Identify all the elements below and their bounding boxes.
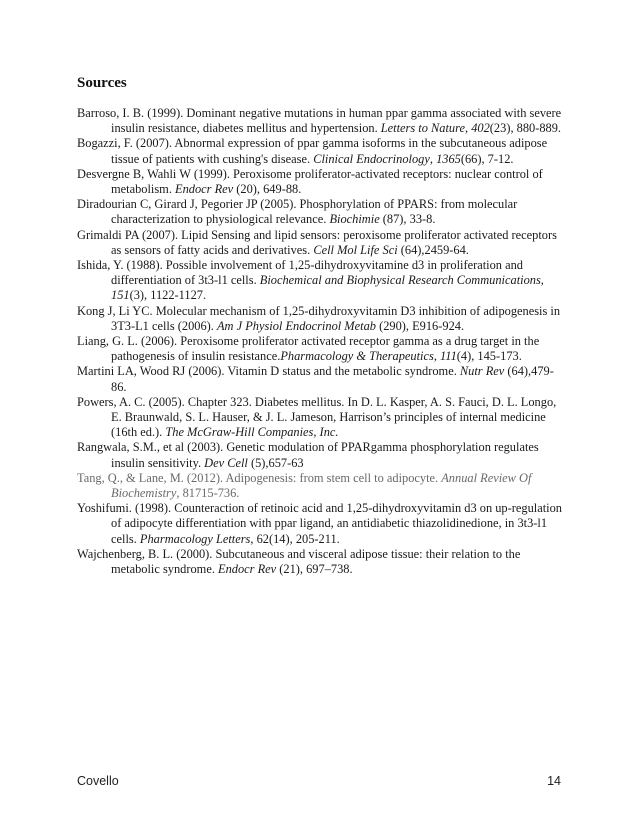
- reference-entry: Barroso, I. B. (1999). Dominant negative mutations in human ppar gamma associated with severe insulin resistance, diabetes mellitus and hypertension. Letters to Nature, 402(23), 880-889.: [77, 106, 562, 136]
- reference-entry: Liang, G. L. (2006). Peroxisome proliferator activated receptor gamma as a drug target in the pathogenesis of insulin resistance.Pharmacology & Therapeutics, 111(4), 145-173.: [77, 334, 540, 364]
- reference-entry: Desvergne B, Wahli W (1999). Peroxisome proliferator-activated receptors: nuclear control of metabolism. Endocr Rev (20), 649-88.: [77, 166, 543, 197]
- reference-entry: Rangwala, S.M., et al (2003). Genetic modulation of PPARgamma phosphorylation regulates insulin sensitivity. Dev Cell (5),657-63: [77, 440, 539, 470]
- reference-entry: Diradourian C, Girard J, Pegorier JP (2005). Phosphorylation of PPARS: from molecular characterization to physiological relevance. Biochimie (87), 33-8.: [77, 197, 518, 227]
- reference-entry: Tang, Q., & Lane, M. (2012). Adipogenesis: from stem cell to adipocyte. Annual Review Of Biochemistry, 81715-736.: [77, 470, 532, 501]
- footer-author: Covello: [77, 774, 119, 788]
- reference-entry: Martini LA, Wood RJ (2006). Vitamin D status and the metabolic syndrome. Nutr Rev (64),479-86.: [77, 364, 554, 394]
- reference-entry: Ishida, Y. (1988). Possible involvement of 1,25-dihydroxyvitamine d3 in proliferation and differentiation of 3t3-l1 cells. Biochemical and Biophysical Research Communications, 151(3), 1122-1127.: [77, 258, 544, 303]
- reference-entry: Yoshifumi. (1998). Counteraction of retinoic acid and 1,25-dihydroxyvitamin d3 on up-regulation of adipocyte differentiation with ppar ligand, an antidiabetic thiazolidinedione, in 3t3-l1 cells. Pharmacology Letters, 62(14), 205-211.: [77, 501, 562, 546]
- reference-entry: Powers, A. C. (2005). Chapter 323. Diabetes mellitus. In D. L. Kasper, A. S. Fauci, D. L. Longo, E. Braunwald, S. L. Hauser, & J. L. Jameson, Harrison’s principles of internal medicine (16th ed.). The McGraw-Hill Companies, Inc.: [77, 394, 557, 440]
- reference-entry: Bogazzi, F. (2007). Abnormal expression of ppar gamma isoforms in the subcutaneous adipose tissue of patients with cushing's disease. Clinical Endocrinology, 1365(66), 7-12.: [77, 136, 548, 166]
- reference-entry: Grimaldi PA (2007). Lipid Sensing and lipid sensors: peroxisome proliferator activated receptors as sensors of fatty acids and derivatives. Cell Mol Life Sci (64),2459-64.: [77, 227, 557, 257]
- reference-list: [77, 106, 569, 577]
- sources-heading: Sources: [77, 75, 127, 91]
- reference-entry: Kong J, Li YC. Molecular mechanism of 1,25-dihydroxyvitamin D3 inhibition of adipogenesis in 3T3-L1 cells (2006). Am J Physiol Endocrinol Metab (290), E916-924.: [77, 303, 561, 333]
- reference-entry: Wajchenberg, B. L. (2000). Subcutaneous and visceral adipose tissue: their relation to the metabolic syndrome. Endocr Rev (21), 697–738.: [77, 546, 521, 577]
- footer-page-number: 14: [547, 774, 561, 788]
